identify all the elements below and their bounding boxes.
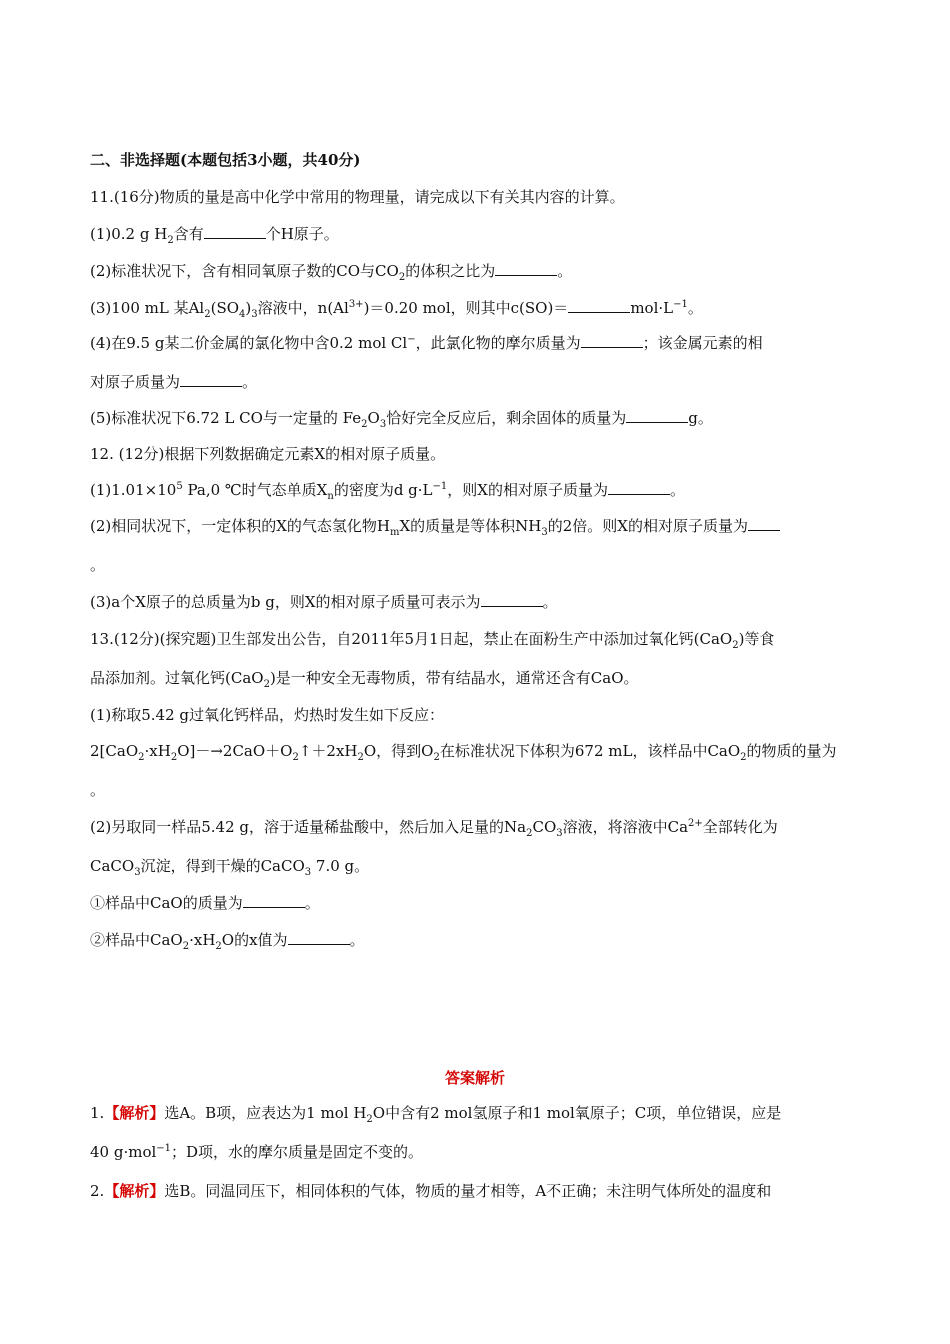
q12-part2-line1: (2)相同状况下，一定体积的X的气态氢化物$H_mX$的质量是等体积$NH_3$的2倍。则X的相对原子质量为 xyxy=(90,516,780,536)
q11-part4-line2: 对原子质量为 。 xyxy=(90,373,258,391)
answer-blank[interactable] xyxy=(608,480,670,495)
q13-line2: 品添加剂。过氧化钙(CaO$_2$)是一种安全无毒物质，带有结晶水，通常还含有CaO。 xyxy=(90,669,639,690)
answer-blank[interactable] xyxy=(288,930,350,945)
q11-part2: (2)标准状况下，含有相同氧原子数的CO与$CO_2$的体积之比为 。 xyxy=(90,262,573,283)
q11-stem: 11.(16分)物质的量是高中化学中常用的物理量，请完成以下有关其内容的计算。 xyxy=(90,188,625,206)
answer-blank[interactable] xyxy=(748,516,780,531)
q13-line3: (1)称取5.42 g过氧化钙样品，灼热时发生如下反应： xyxy=(90,706,445,724)
answer-blank[interactable] xyxy=(204,224,266,239)
q11-part1: (1)0.2 g $H_2$含有 个H原子。 xyxy=(90,225,339,246)
q12-stem: 12. (12分)根据下列数据确定元素X的相对原子质量。 xyxy=(90,445,446,463)
q12-part2-line2: 。 xyxy=(90,556,106,574)
q12-part1: $(1)1.01\times 10^5$ Pa,0 ℃时气态单质$X_n$的密度为d $g\cdot L^{-1}$，则X的相对原子质量为 。 xyxy=(90,481,685,502)
q13-line8: ①样品中CaO的质量为 。 xyxy=(90,894,320,912)
q13-line1: 13.(12分)(探究题)卫生部发出公告，自2011年5月1日起，禁止在面粉生产中添加过氧化钙(CaO$_2$)等食 xyxy=(90,630,775,651)
answer-blank[interactable] xyxy=(481,592,543,607)
section-title: 二、非选择题(本题包括3小题，共40分) xyxy=(90,151,361,169)
q12-part3: (3)a个X原子的总质量为b g，则X的相对原子质量可表示为 。 xyxy=(90,593,558,611)
answer-blank[interactable] xyxy=(568,298,630,313)
answer-blank[interactable] xyxy=(243,893,305,908)
answer-blank[interactable] xyxy=(495,261,557,276)
q13-line4: $2[CaO_2\cdot xH_2O]-\to 2CaO+O_2↑+2xH_2O$，得到$O_2$在标准状况下体积为672 mL，该样品中CaO$_2$的物质的量为 xyxy=(90,742,837,763)
answer-blank[interactable] xyxy=(581,333,643,348)
answer-1-line2: 40 g·mol$^{-1}$；D项，水的摩尔质量是固定不变的。 xyxy=(90,1143,424,1161)
answer-blank[interactable] xyxy=(626,408,688,423)
q13-line7: CaCO$_3$沉淀，得到干燥的CaCO$_3$ 7.0 g。 xyxy=(90,857,370,878)
answers-title: 答案解析 xyxy=(444,1069,505,1087)
q11-part5: (5)标准状况下6.72 L CO与一定量的 $Fe_2O_3$恰好完全反应后，剩余固体的质量为 g。 xyxy=(90,409,713,430)
answer-1-line1: 1.【解析】选A。B项，应表达为1 mol $H_2O$中含有2 mol氢原子和1 mol氧原子；C项，单位错误，应是 xyxy=(90,1104,782,1125)
q11-part3: (3)100 mL 某$Al_2(SO_4)_3$溶液中，$n(Al^{3+})=0.20$ mol，则其中$c(SO)= mol\cdot L^{-1}$。 xyxy=(90,299,703,320)
q13-line6: (2)另取同一样品5.42 g，溶于适量稀盐酸中，然后加入足量的$Na_2CO_3$溶液，将溶液中$Ca^{2+}$全部转化为 xyxy=(90,818,778,839)
q13-line9: ②样品中$CaO_2\cdot xH_2O$的x值为 。 xyxy=(90,931,365,952)
answer-blank[interactable] xyxy=(180,372,242,387)
q11-part4-line1: (4)在9.5 g某二价金属的氯化物中含0.2 mol Cl−，此氯化物的摩尔质量为 ；该金属元素的相 xyxy=(90,334,763,352)
q13-line5: 。 xyxy=(90,781,106,799)
answer-2-line1: 2.【解析】选B。同温同压下，相同体积的气体，物质的量才相等，A不正确；未注明气体所处的温度和 xyxy=(90,1182,772,1200)
